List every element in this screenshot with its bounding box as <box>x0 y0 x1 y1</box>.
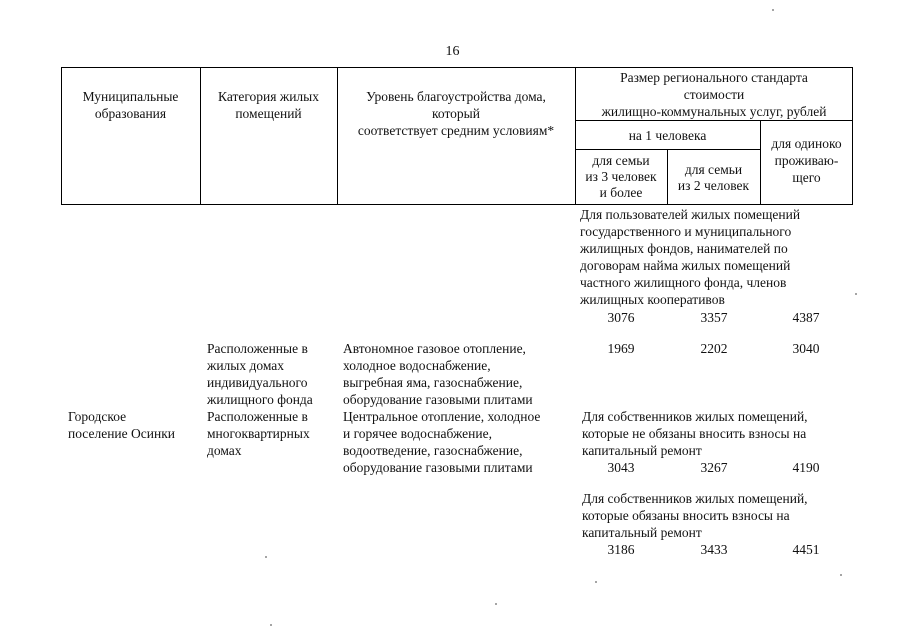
group-users-value-family2: 3357 <box>700 310 728 325</box>
row2-category: Расположенные в многоквартирных домах <box>207 409 310 458</box>
row1-category: Расположенные в жилых домах индивидуального жилищного фонда <box>207 341 313 407</box>
group-owners-no-text: Для собственников жилых помещений, которые не обязаны вносить взносы на капитальный ремонт <box>582 409 808 458</box>
row1-level: Автономное газовое отопление, холодное водоснабжение, выгребная яма, газоснабжение, оборудование газовыми плитами <box>343 341 533 407</box>
group-users-value-family3: 3076 <box>607 310 635 325</box>
group-owners-no-value-family2: 3267 <box>700 460 728 475</box>
header-standard-size: Размер регионального стандарта стоимости жилищно-коммунальных услуг, рублей <box>601 70 827 119</box>
group-users-text: Для пользователей жилых помещений государственного и муниципального жилищных фондов, нанимателей по договорам найма жилых помещений частного жилищного фонда, членов жилищных кооперативов <box>580 207 801 307</box>
group-owners-yes-text: Для собственников жилых помещений, которые обязаны вносить взносы на капитальный ремонт <box>582 491 808 540</box>
scan-speck <box>270 624 272 626</box>
scan-speck <box>855 293 857 295</box>
group-owners-no-value-single: 4190 <box>792 460 820 475</box>
group-owners-yes-value-single: 4451 <box>792 542 820 557</box>
scan-speck <box>595 581 597 583</box>
header-single: для одиноко проживаю- щего <box>771 136 842 185</box>
group-owners-no-value-family3: 3043 <box>607 460 635 475</box>
row1-value-family2: 2202 <box>700 341 728 356</box>
page-number: 16 <box>445 44 460 59</box>
scan-speck <box>265 556 267 558</box>
group-owners-yes-value-family2: 3433 <box>700 542 728 557</box>
header-category: Категория жилых помещений <box>218 89 319 121</box>
row1-value-single: 3040 <box>792 341 820 356</box>
scan-speck <box>772 9 774 11</box>
scan-speck <box>495 603 497 605</box>
header-family-2: для семьи из 2 человек <box>677 162 750 193</box>
header-per-person: на 1 человека <box>628 128 707 143</box>
row2-level: Центральное отопление, холодное и горячее водоснабжение, водоотведение, газоснабжение, оборудование газовыми плитами <box>343 409 541 475</box>
row1-value-family3: 1969 <box>607 341 635 356</box>
municipality-name: Городское поселение Осинки <box>68 409 175 441</box>
group-users-value-single: 4387 <box>792 310 820 325</box>
header-municipality: Муниципальные образования <box>82 89 179 121</box>
group-owners-yes-value-family3: 3186 <box>607 542 635 557</box>
header-family-3: для семьи из 3 человек и более <box>585 153 657 200</box>
header-level: Уровень благоустройства дома, который соответствует средним условиям* <box>357 89 555 138</box>
scan-speck <box>840 574 842 576</box>
header-row-divider-1 <box>575 120 853 121</box>
